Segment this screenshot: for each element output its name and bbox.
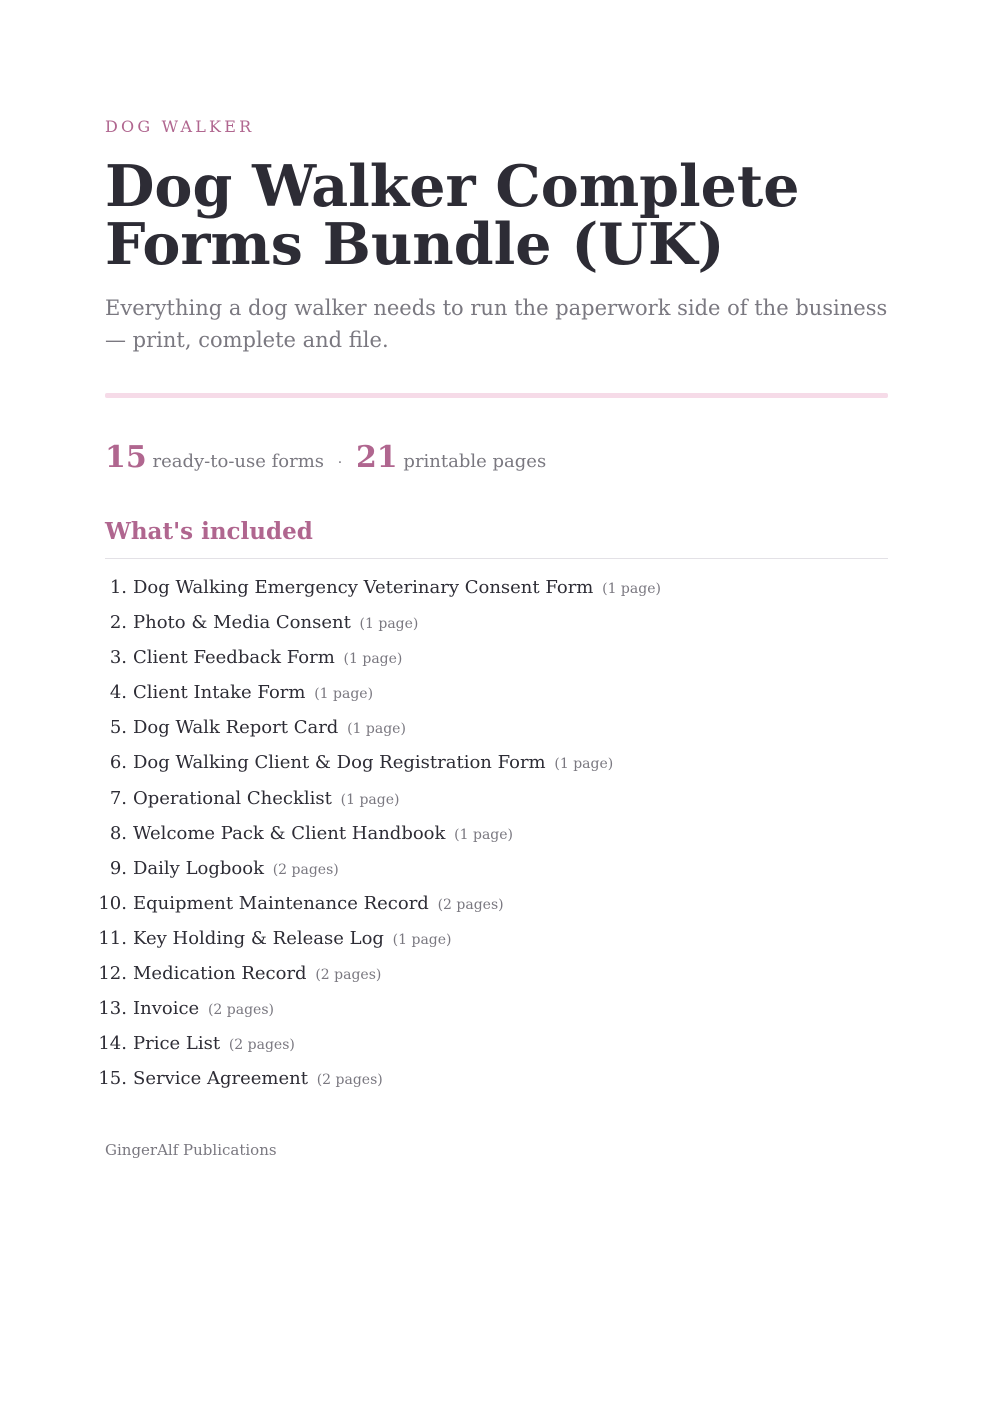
list-item-name: Medication Record (133, 963, 307, 985)
list-item-page-count: (2 pages) (228, 1037, 295, 1054)
list-item-page-count: (1 page) (359, 616, 419, 633)
list-item-index: 3. (109, 647, 127, 669)
section-divider (105, 558, 888, 559)
category-eyebrow: DOG WALKER (105, 117, 255, 136)
publisher-footer: GingerAlf Publications (105, 1141, 277, 1159)
list-item-page-count: (1 page) (314, 686, 374, 703)
list-item-name: Welcome Pack & Client Handbook (133, 822, 446, 844)
list-item-index: 10. (98, 892, 127, 914)
list-item (98, 1061, 888, 1096)
list-item-name: Dog Walking Client & Dog Registration Form (133, 752, 546, 774)
list-item-index: 7. (109, 787, 127, 809)
list-item-index: 12. (98, 963, 127, 985)
pages-count: 21 (355, 440, 398, 475)
list-item-index: 1. (109, 577, 127, 598)
list-item-index: 8. (109, 822, 127, 844)
forms-label: ready-to-use forms (152, 451, 325, 472)
forms-list (98, 570, 888, 1096)
list-item (105, 781, 888, 816)
bundle-stats (105, 440, 546, 475)
list-item-page-count: (2 pages) (437, 896, 504, 913)
forms-count: 15 (105, 440, 147, 475)
list-item-name: Invoice (133, 998, 200, 1020)
list-item-name: Daily Logbook (133, 857, 264, 879)
list-item-page-count: (1 page) (347, 721, 406, 738)
list-item-index: 13. (98, 998, 127, 1020)
list-item (98, 1026, 888, 1061)
list-item-index: 2. (109, 612, 127, 634)
list-item (105, 640, 888, 675)
page-title: Dog Walker Complete Forms Bundle (UK) (105, 153, 800, 278)
list-item (105, 710, 888, 745)
list-item-index: 14. (98, 1033, 127, 1055)
list-item (105, 816, 888, 851)
list-item-name: Dog Walk Report Card (133, 717, 339, 739)
list-item (105, 745, 888, 780)
list-item-name: Operational Checklist (133, 787, 332, 809)
list-item-name: Price List (133, 1033, 221, 1055)
list-item-page-count: (1 page) (340, 791, 400, 808)
list-item (98, 956, 888, 991)
list-item (105, 570, 888, 605)
list-item-page-count: (1 page) (554, 756, 614, 773)
stats-separator: · (337, 455, 343, 471)
section-title-included: What's included (105, 518, 313, 545)
list-item-page-count: (2 pages) (315, 967, 382, 984)
list-item-name: Dog Walking Emergency Veterinary Consent Form (133, 577, 594, 598)
list-item-index: 9. (109, 857, 127, 879)
list-item (105, 675, 888, 710)
list-item-name: Equipment Maintenance Record (133, 892, 429, 914)
list-item-name: Client Feedback Form (133, 647, 335, 669)
list-item-page-count: (1 page) (343, 651, 403, 668)
list-item-page-count: (1 page) (602, 581, 661, 597)
list-item-name: Photo & Media Consent (133, 612, 351, 634)
list-item (105, 851, 888, 886)
list-item-page-count: (2 pages) (272, 861, 339, 878)
page-subtitle: Everything a dog walker needs to run the paperwork side of the business — print, complete and file. (105, 296, 888, 352)
list-item-name: Key Holding & Release Log (133, 927, 384, 949)
list-item-page-count: (1 page) (454, 826, 514, 843)
list-item (98, 921, 888, 956)
pages-label: printable pages (403, 451, 547, 472)
list-item-index: 6. (109, 752, 127, 774)
list-item-page-count: (2 pages) (207, 1002, 274, 1019)
list-item-index: 4. (109, 682, 127, 704)
list-item (105, 605, 888, 640)
accent-divider (105, 393, 888, 398)
list-item-index: 11. (98, 927, 127, 949)
list-item-index: 15. (98, 1068, 127, 1090)
list-item-index: 5. (109, 717, 127, 739)
list-item (98, 886, 888, 921)
list-item-name: Client Intake Form (133, 682, 306, 704)
list-item (98, 991, 888, 1026)
list-item-page-count: (2 pages) (316, 1072, 383, 1089)
list-item-page-count: (1 page) (392, 931, 452, 948)
list-item-name: Service Agreement (133, 1068, 308, 1090)
